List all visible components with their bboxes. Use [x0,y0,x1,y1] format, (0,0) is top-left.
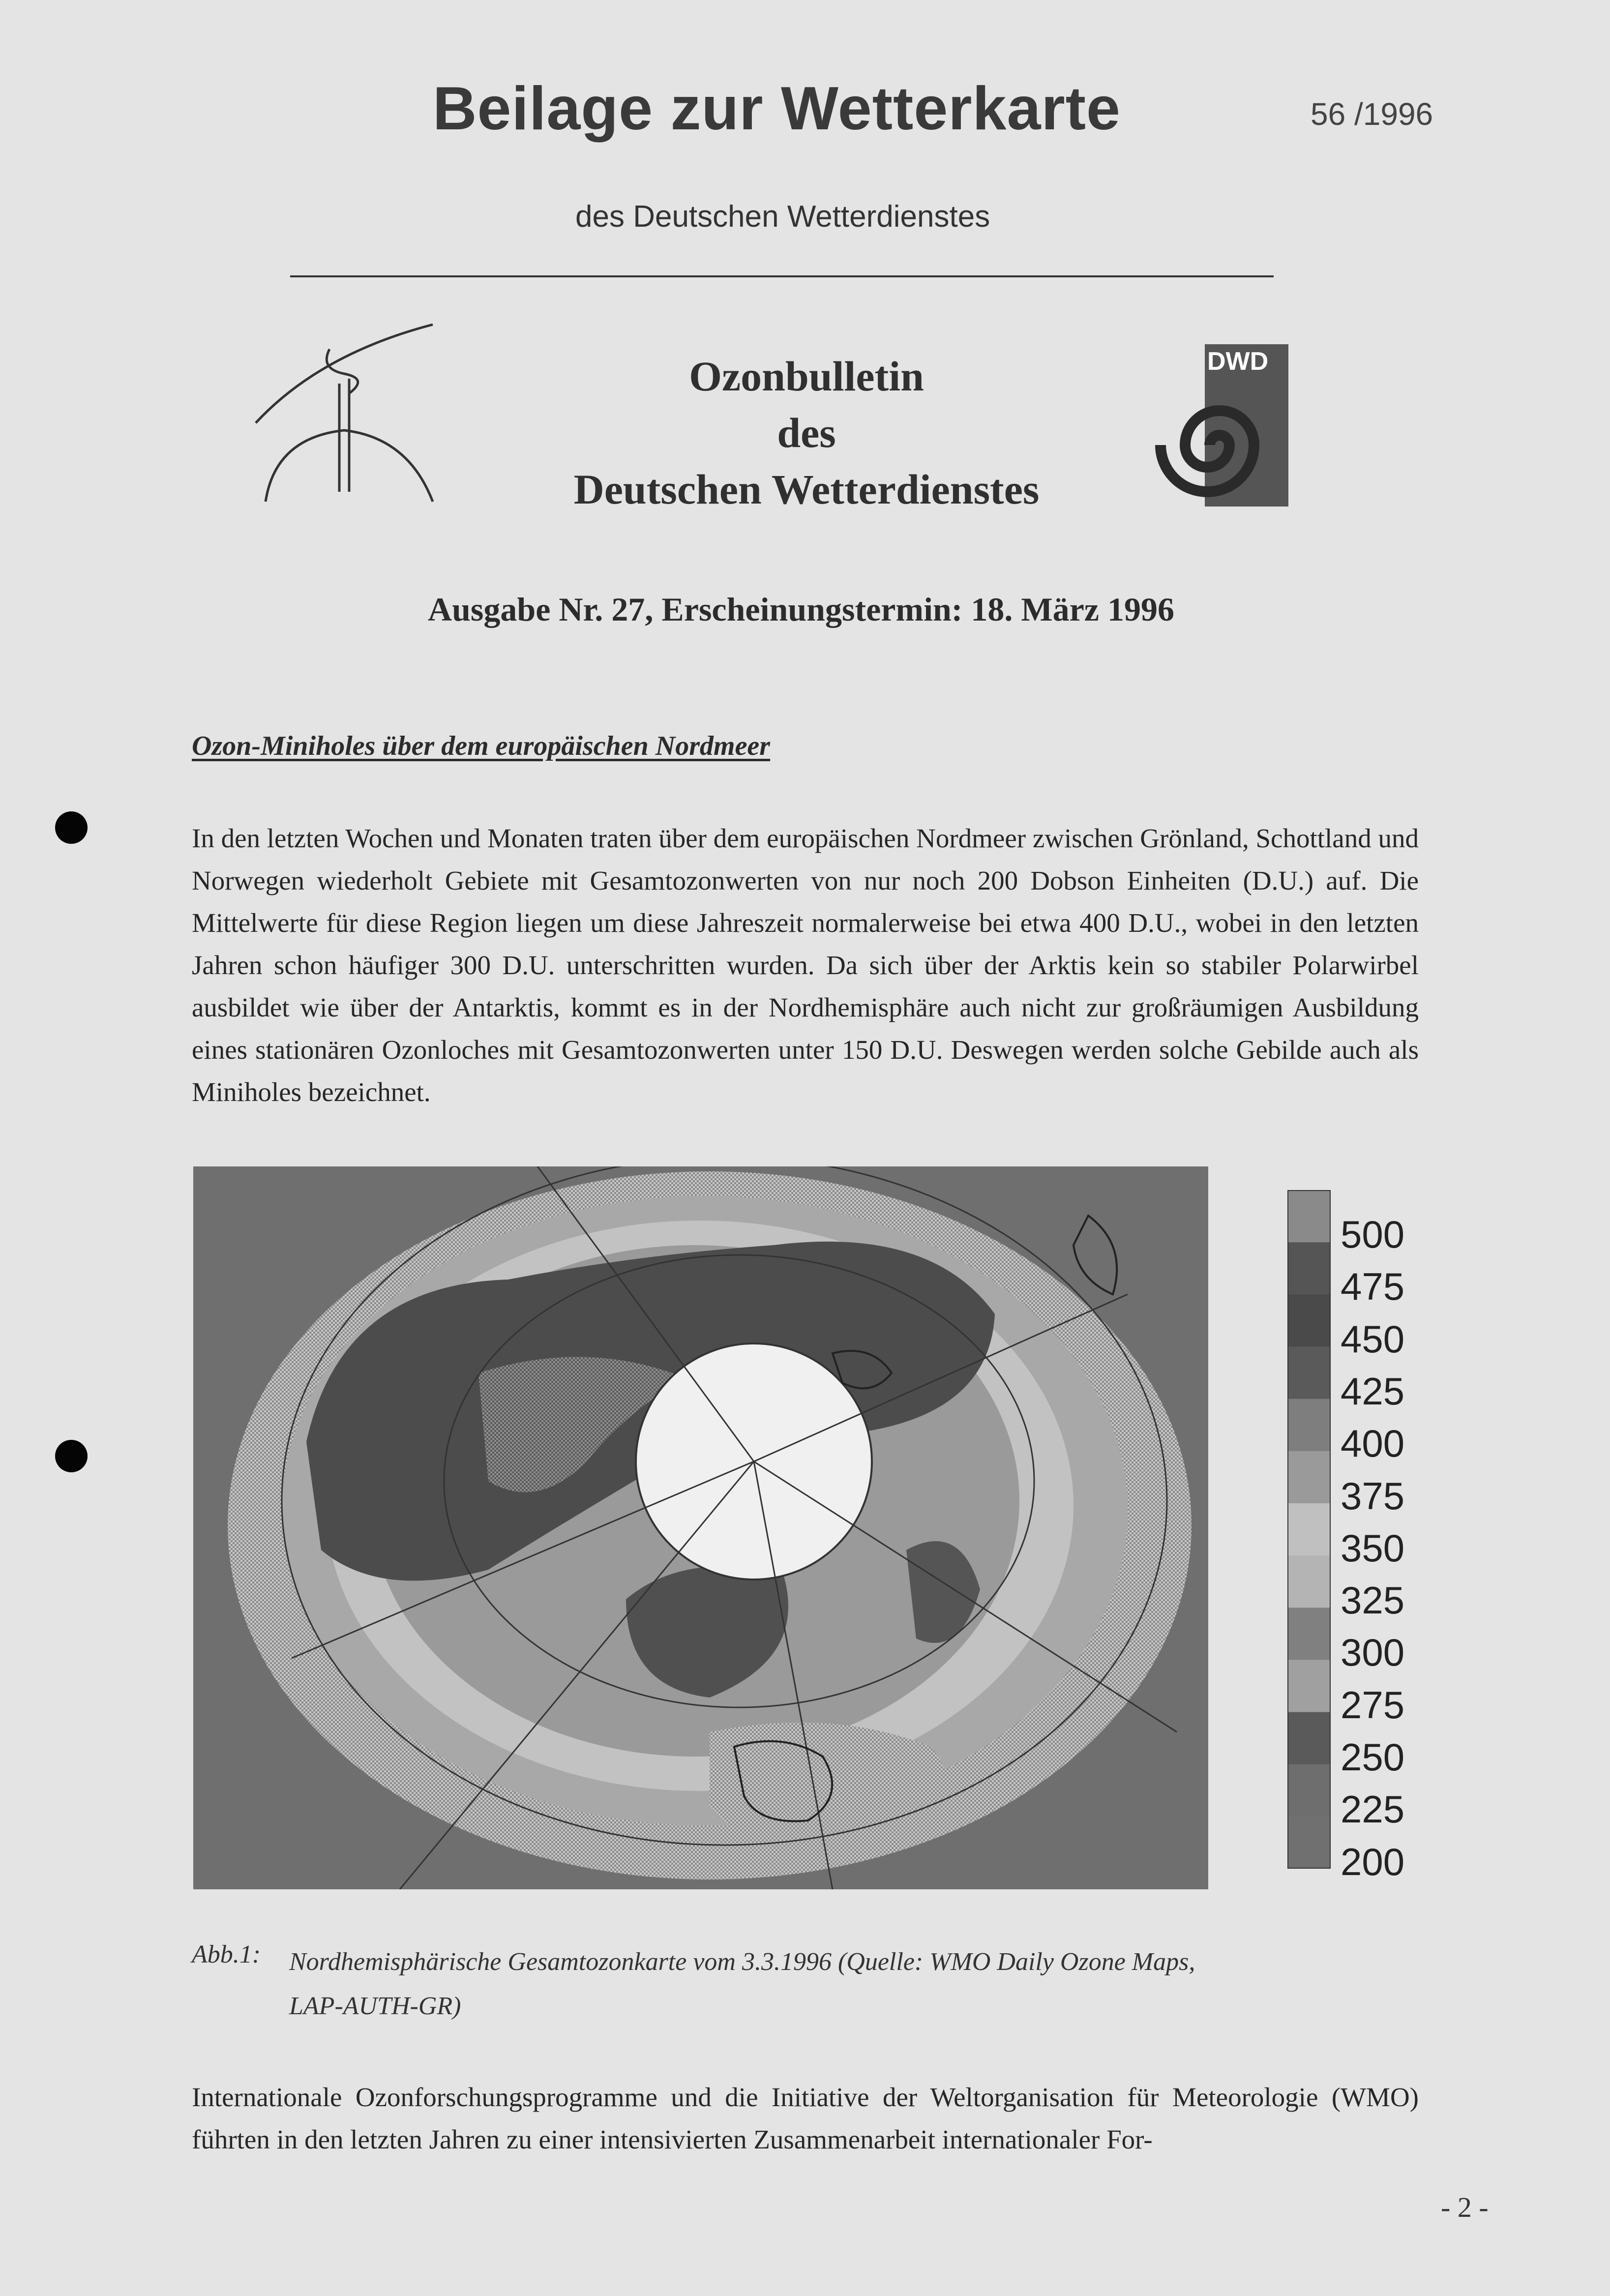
legend-label: 450 [1341,1317,1405,1361]
issue-number: 56 /1996 [1311,96,1433,132]
legend-band [1287,1817,1331,1869]
page-number: - 2 - [1441,2191,1489,2223]
dwd-logo-text: DWD [1207,347,1269,376]
page-title: Beilage zur Wetterkarte [433,75,1121,143]
bulletin-title: Ozonbulletin [689,353,924,400]
legend-label: 325 [1341,1579,1405,1622]
legend-band [1287,1242,1331,1295]
binder-hole-top [55,811,88,844]
header-divider [290,275,1274,277]
bulletin-title-des: des [777,409,836,456]
legend-band [1287,1660,1331,1712]
figure-caption-label: Abb.1: [192,1940,261,1968]
legend-label: 225 [1341,1788,1405,1831]
legend-band [1287,1764,1331,1817]
legend-label: 425 [1341,1369,1405,1413]
edition-line: Ausgabe Nr. 27, Erscheinungstermin: 18. März 1996 [428,591,1174,628]
legend-label: 375 [1341,1474,1405,1518]
legend-label: 500 [1341,1213,1405,1256]
legend-band [1287,1399,1331,1452]
legend-colorbar [1287,1190,1331,1869]
ozone-emblem-logo [246,315,452,511]
bulletin-title-org: Deutschen Wetterdienstes [573,466,1040,513]
legend-band [1287,1608,1331,1660]
legend-band [1287,1451,1331,1504]
legend-label: 200 [1341,1840,1405,1883]
legend-band [1287,1346,1331,1399]
legend-label: 300 [1341,1631,1405,1674]
legend-band [1287,1294,1331,1347]
page-subtitle: des Deutschen Wetterdienstes [575,200,990,234]
figure-caption-text: Nordhemisphärische Gesamtozonkarte vom 3.3.1996 (Quelle: WMO Daily Ozone Maps, LAP-AUTH-GR) [289,1948,1195,2020]
legend-label: 475 [1341,1265,1405,1309]
legend-band [1287,1190,1331,1243]
legend-label: 400 [1341,1422,1405,1465]
legend-band [1287,1503,1331,1556]
legend-label: 350 [1341,1526,1405,1570]
legend-label: 250 [1341,1735,1405,1779]
binder-hole-bottom [55,1440,88,1472]
ozone-map [193,1166,1208,1889]
body-paragraph-1: In den letzten Wochen und Monaten traten über dem europäischen Nordmeer zwischen Grönland, Schottland und Norwegen wiederholt Gebiete mit Gesamtozonwerten von nur noch 200 Dobson Einheiten (D.U.) auf. Die Mittelwerte für diese Region liegen um diese Jahreszeit normalerweise bei etwa 400 D.U., wobei in den letzten Jahren schon häufiger 300 D.U. unterschritten wurden. Da sich über der Arktis kein so stabiler Polarwirbel ausbildet wie über der Antarktis, kommt es in der Nordhemisphäre auch nicht zur großräumigen Ausbildung eines stationären Ozonloches mit Gesamtozonwerten unter 150 D.U. Deswegen werden solche Gebilde auch als Miniholes bezeichnet. [192,823,1419,1107]
section-heading: Ozon-Miniholes über dem europäischen Nordmeer [192,731,771,761]
dwd-logo [1146,344,1293,511]
legend-band [1287,1555,1331,1608]
legend-label: 275 [1341,1683,1405,1727]
swirl-icon [1146,379,1293,511]
body-paragraph-2: Internationale Ozonforschungsprogramme und die Initiative der Weltorganisation für Meteorologie (WMO) führten in den letzten Jahren zu einer intensivierten Zusammenarbeit internationaler For- [192,2082,1419,2154]
legend-band [1287,1712,1331,1765]
